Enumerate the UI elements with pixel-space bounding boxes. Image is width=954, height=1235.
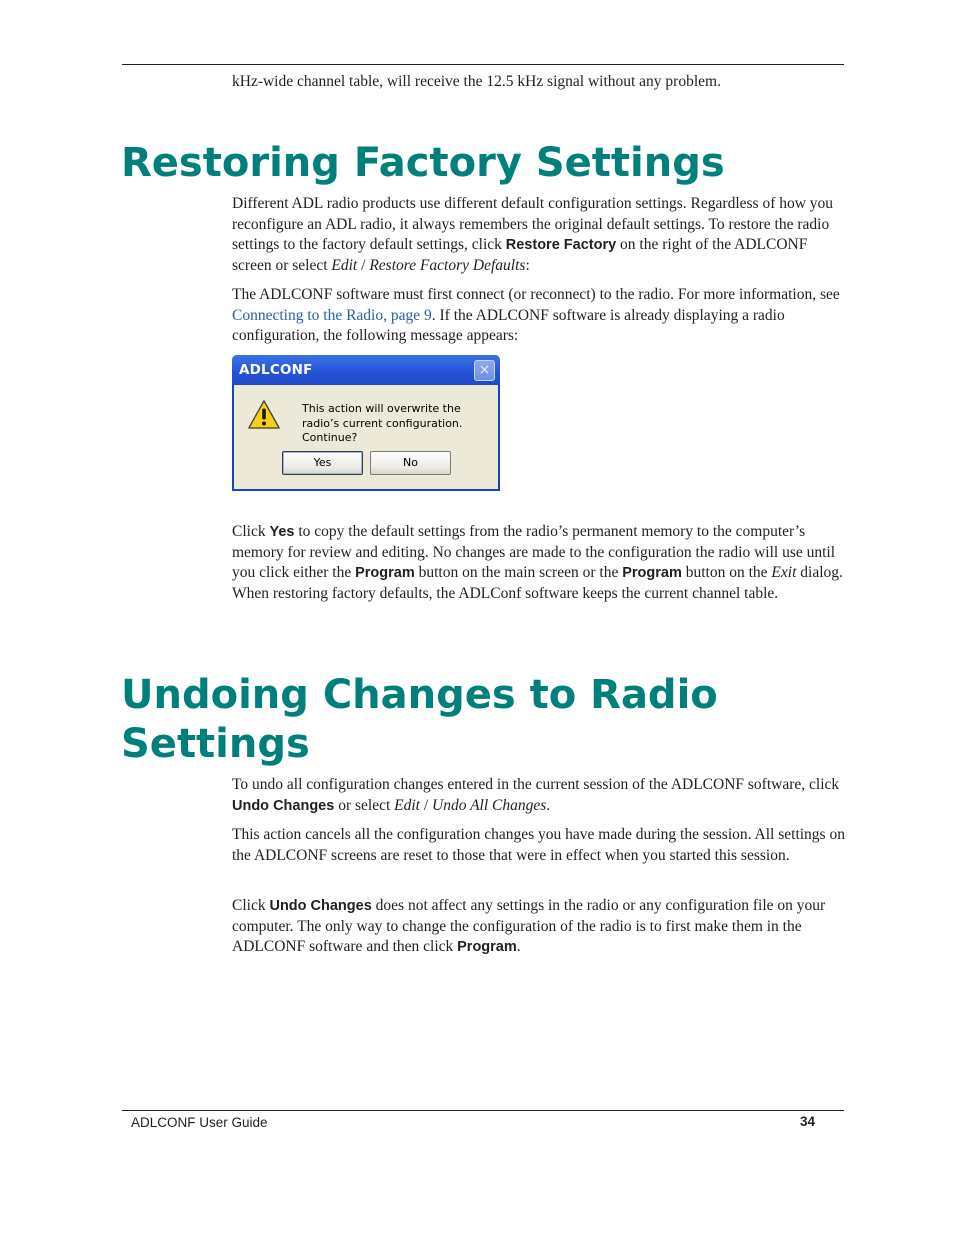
dialog-message: This action will overwrite the radio’s current configuration. Continue? xyxy=(302,402,463,444)
connecting-to-radio-link[interactable]: Connecting to the Radio, page 9 xyxy=(232,306,432,324)
paragraph-restore-intro: Different ADL radio products use different default configuration settings. Regardless of how you reconfigure an ADL radio, it always remembers the original default settings. To restore the radio settings to the factory default settings, click Restore Factory on the right of the ADLCONF screen or select Edit / Restore Factory Defaults: xyxy=(232,195,834,274)
paragraph-click-yes: Click Yes to copy the default settings from the radio’s permanent memory to the computer’s memory for review and editing. No changes are made to the configuration the radio will use until you click either the Program button on the main screen or the Program button on the Exit dialog. When restoring factory defaults, the ADLConf software keeps the current channel table. xyxy=(232,523,843,602)
close-icon[interactable]: × xyxy=(474,360,495,381)
dialog-title: ADLCONF xyxy=(239,362,313,378)
page-number: 34 xyxy=(800,1114,816,1129)
footer-rule xyxy=(122,1110,844,1111)
yes-button[interactable]: Yes xyxy=(282,451,363,475)
header-rule xyxy=(122,64,844,65)
paragraph-undo-intro: To undo all configuration changes entered in the current session of the ADLCONF software, click Undo Changes or select Edit / Undo All Changes. xyxy=(232,776,840,814)
paragraph-connect: The ADLCONF software must first connect (or reconnect) to the radio. For more information, see Connecting to the Radio, page 9. If the ADLCONF software is already displaying a radio configuration, the following message appears: xyxy=(232,286,840,345)
dialog-titlebar xyxy=(232,355,500,385)
warning-icon xyxy=(247,399,281,431)
paragraph-undo-cancels: This action cancels all the configuration changes you have made during the session. All settings on the ADLCONF screens are reset to those that were in effect when you started this session. xyxy=(232,826,845,864)
paragraph-undo-affect: Click Undo Changes does not affect any settings in the radio or any configuration file on your computer. The only way to change the configuration of the radio is to first make them in the ADLCONF software and then click Program. xyxy=(232,897,826,956)
section-heading-undoing: Undoing Changes to Radio Settings xyxy=(121,672,718,767)
section-heading-restoring: Restoring Factory Settings xyxy=(121,140,725,186)
adlconf-dialog xyxy=(232,355,500,491)
continuation-text: kHz-wide channel table, will receive the 12.5 kHz signal without any problem. xyxy=(232,73,721,90)
restore-factory-label: Restore Factory xyxy=(505,237,617,254)
no-button[interactable]: No xyxy=(370,451,451,475)
footer-guide-title: ADLCONF User Guide xyxy=(131,1115,268,1130)
